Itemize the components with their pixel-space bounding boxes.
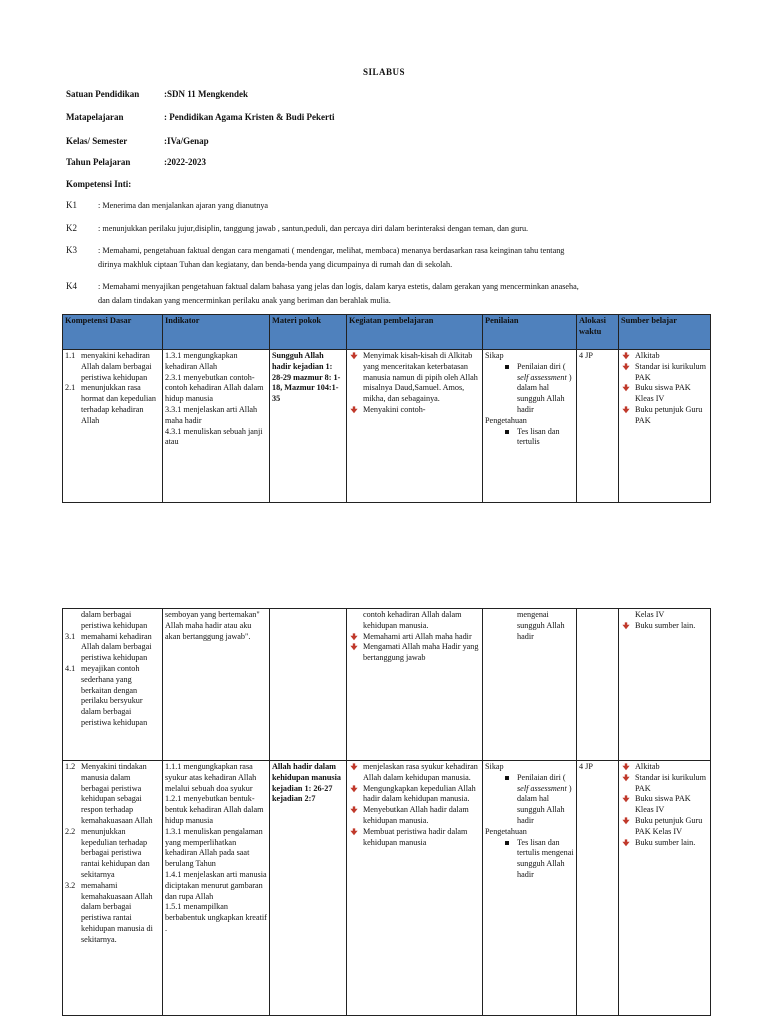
- list-item: [621, 383, 708, 405]
- arrow-bullet-icon: [350, 352, 358, 360]
- list-item-text: Alkitab: [635, 762, 660, 771]
- kd-text: menunjukkan kepedulian terhadap berbagai peristiwa rantai kehidupan dan sekitarnya: [81, 826, 150, 879]
- table-header-cell: Indikator: [163, 315, 270, 350]
- kd-cell: [63, 350, 163, 503]
- list-item-text: Buku siswa PAK Kleas IV: [635, 383, 691, 404]
- kegiatan-cell: [347, 350, 483, 503]
- info-row: [66, 89, 248, 99]
- kompetensi-inti-title: Kompetensi Inti:: [66, 179, 132, 189]
- info-row: [66, 112, 335, 122]
- list-item: [349, 642, 480, 664]
- indikator-line: 1.3.1 menuliskan pengalaman yang memperlihatkan kehadiran Allah pada saat berulang Tahun: [165, 826, 263, 869]
- indikator-cell: [163, 761, 270, 1016]
- penilaian-pengetahuan-list: [485, 427, 574, 449]
- penilaian-text-italic: self assessment: [517, 372, 567, 382]
- list-item-text: Buku sumber lain.: [635, 620, 696, 630]
- list-item: [349, 827, 480, 849]
- arrow-bullet-icon: [622, 406, 630, 414]
- ki-code: K2: [66, 223, 77, 233]
- list-item: [485, 427, 574, 449]
- list-item: [485, 362, 574, 416]
- list-item-text: Menyebutkan Allah hadir dalam kehidupan manusia.: [363, 805, 469, 825]
- indikator-line: 1.2.1 menyebutkan bentuk-bentuk kehadiran Allah dalam hidup manusia: [165, 794, 264, 825]
- kd-item: [65, 351, 160, 383]
- list-item: [621, 816, 708, 838]
- table-header-cell: Penilaian: [483, 315, 577, 350]
- list-item-text: Buku petunjuk Guru PAK: [635, 404, 703, 425]
- ki-code: K3: [66, 245, 77, 255]
- info-label: Kelas/ Semester: [66, 136, 128, 146]
- list-item-text: Mengamati Allah maha Hadir yang bertanggung jawab: [363, 642, 479, 663]
- list-item: [621, 362, 708, 384]
- list-item: [621, 773, 708, 795]
- list-item: [349, 805, 480, 827]
- square-bullet-icon: [505, 365, 509, 369]
- list-item-text: Alkitab: [635, 351, 660, 360]
- alokasi-cell: 4 JP: [577, 761, 619, 1016]
- alokasi-cell: 4 JP: [577, 350, 619, 503]
- kd-text: memahami kemahakuasaan Allah dalam berbagai peristiwa rantai kehidupan manusia di sekitarnya.: [81, 880, 153, 944]
- arrow-bullet-icon: [622, 795, 630, 803]
- indikator-line: 3.3.1 menjelaskan arti Allah maha hadir: [165, 404, 258, 425]
- list-item: [621, 405, 708, 427]
- kd-number: 3.2: [65, 880, 76, 890]
- ki-row: [66, 280, 706, 307]
- penilaian-sikap-label: Sikap: [485, 762, 504, 771]
- ki-text: : Memahami, pengetahuan faktual dengan cara mengamati ( mendengar, melihat, membaca) menanya berdasarkan rasa keinginan tahu tentang: [98, 246, 565, 255]
- ki-text: : Menerima dan menjalankan ajaran yang dianutnya: [98, 201, 269, 210]
- kegiatan-continued-text: contoh kehadiran Allah dalam kehidupan manusia.: [363, 610, 462, 630]
- list-item: [485, 773, 574, 827]
- penilaian-pengetahuan-label: Pengetahuan: [485, 415, 527, 425]
- list-item: [349, 632, 480, 643]
- sumber-cell: [619, 609, 711, 761]
- penilaian-cell: [483, 350, 577, 503]
- arrow-bullet-icon: [350, 828, 358, 836]
- penilaian-pengetahuan-label: Pengetahuan: [485, 826, 527, 836]
- arrow-bullet-icon: [350, 806, 358, 814]
- indikator-line: 1.4.1 menjelaskan arti manusia diciptakan menurut gambaran dan rupa Allah: [165, 869, 267, 901]
- list-item: [621, 351, 708, 362]
- ki-row: [66, 222, 706, 236]
- list-item: [349, 784, 480, 806]
- kd-text: meyajikan contoh sederhana yang berkaitan dengan perilaku bersyukur dalam berbagai peristiwa kehidupan: [81, 663, 148, 727]
- ki-row: [66, 244, 706, 271]
- list-item-text: Buku sumber lain.: [635, 837, 696, 847]
- ki-row: [66, 199, 706, 213]
- penilaian-text: Penilaian diri (: [517, 772, 566, 782]
- kd-number: 3.1: [65, 631, 76, 641]
- indikator-line: 1.1.1 mengungkapkan rasa syukur atas kehadiran Allah melalui sebuah doa syukur: [165, 762, 257, 793]
- page-title: SILABUS: [362, 67, 406, 77]
- arrow-bullet-icon: [622, 622, 630, 630]
- penilaian-text: ) dalam hal sungguh Allah hadir: [517, 372, 572, 414]
- arrow-bullet-icon: [622, 352, 630, 360]
- ki-text: : menunjukkan perilaku jujur,disiplin, tanggung jawab , santun,peduli, dan percaya diri dalam berinteraksi dengan teman, dan guru.: [98, 224, 529, 233]
- ki-text-continued: dirinya makhluk ciptaan Tuhan dan kegiatany, dan benda-benda yang dicumpainya di rumah dan di sekolah.: [98, 259, 453, 269]
- list-item-text: Standar isi kurikulum PAK: [635, 772, 706, 793]
- alokasi-cell: [577, 609, 619, 761]
- list-item: [485, 838, 574, 881]
- arrow-bullet-icon: [622, 839, 630, 847]
- kd-text: menunjukkan rasa hormat dan kepedulian terhadap kehadiran Allah: [81, 383, 157, 425]
- kd-continued-text: dalam berbagai peristiwa kehidupan: [81, 610, 148, 630]
- kd-text: memahami kehadiran Allah dalam berbagai peristiwa kehidupan: [81, 631, 152, 663]
- kd-text: menyakini kehadiran Allah dalam berbagai peristiwa kehidupan: [81, 351, 152, 382]
- penilaian-cell: [483, 609, 577, 761]
- info-label: Matapelajaran: [66, 112, 124, 122]
- info-value: :2022-2023: [164, 157, 206, 167]
- materi-cell: [270, 609, 347, 761]
- kd-number: 1.2: [65, 762, 76, 771]
- square-bullet-icon: [505, 430, 509, 434]
- kd-item: [65, 827, 160, 881]
- table-header-cell: Kompetensi Dasar: [63, 315, 163, 350]
- penilaian-pengetahuan-list: [485, 838, 574, 881]
- ki-text-continued: dan dalam tindakan yang mencerminkan perilaku anak yang beriman dan berahlak mulia.: [98, 295, 391, 305]
- kd-item: [65, 383, 160, 426]
- list-item: [621, 762, 708, 773]
- arrow-bullet-icon: [622, 384, 630, 392]
- list-item: [621, 838, 708, 849]
- ki-code: K1: [66, 200, 77, 210]
- arrow-bullet-icon: [622, 817, 630, 825]
- indikator-line: 1.3.1 mengungkapkan kehadiran Allah: [165, 351, 238, 371]
- penilaian-sikap-label: Sikap: [485, 351, 504, 360]
- list-item: [349, 351, 480, 405]
- list-item-text: Standar isi kurikulum PAK: [635, 361, 706, 382]
- kd-item: [65, 632, 160, 664]
- silabus-table-part2: [62, 608, 711, 1016]
- arrow-bullet-icon: [622, 363, 630, 371]
- info-label: Satuan Pendidikan: [66, 89, 140, 99]
- info-label: Tahun Pelajaran: [66, 157, 131, 167]
- indikator-line: 4.3.1 menuliskan sebuah janji atau: [165, 426, 263, 447]
- list-item: [349, 762, 480, 784]
- table-header-row: [63, 315, 711, 350]
- ki-text: : Memahami menyajikan pengetahuan faktual dalam bahasa yang jelas dan logis, dalam karya estetis, dalam gerakan yang mencerminkan anaseha,: [98, 282, 579, 291]
- penilaian-text: Tes lisan dan tertulis: [517, 426, 560, 447]
- list-item-text: Buku petunjuk Guru PAK Kelas IV: [635, 815, 703, 836]
- kd-number: 1.1: [65, 351, 76, 360]
- silabus-table-part1: [62, 314, 711, 503]
- penilaian-text: Tes lisan dan tertulis mengenai sungguh Allah hadir: [517, 837, 574, 879]
- materi-cell: Allah hadir dalam kehidupan manusia kejadian 1: 26-27 kejadian 2:7: [270, 761, 347, 1016]
- penilaian-continued-text: mengenai sungguh Allah hadir: [517, 610, 565, 641]
- table-header-cell: Kegiatan pembelajaran: [347, 315, 483, 350]
- info-value: :SDN 11 Mengkendek: [164, 89, 249, 99]
- info-value: :IVa/Genap: [164, 136, 209, 146]
- indikator-line: 1.5.1 menampilkan berbabentuk ungkapkan kreatif .: [165, 902, 267, 933]
- indikator-line: 2.3.1 menyebutkan contoh-contoh kehadiran Allah dalam hidup manusia: [165, 372, 264, 404]
- arrow-bullet-icon: [350, 406, 358, 414]
- list-item-text: Mengungkapkan kepedulian Allah hadir dalam kehidupan manusia.: [363, 783, 476, 804]
- kd-number: 2.1: [65, 383, 76, 393]
- list-item-text: Menyimak kisah-kisah di Alkitab yang menceritakan keterbatasan manusia namun di pipih oleh Allah misalnya Daud,Samuel. Amos, mikha, dan sebagainya.: [363, 351, 478, 404]
- kegiatan-cell: [347, 761, 483, 1016]
- arrow-bullet-icon: [350, 763, 358, 771]
- table-header-cell: Materi pokok: [270, 315, 347, 350]
- penilaian-sikap-list: [485, 773, 574, 827]
- list-item: [621, 621, 708, 632]
- info-row: [66, 157, 206, 167]
- table-header-cell: Alokasi waktu: [577, 315, 619, 350]
- arrow-bullet-icon: [622, 763, 630, 771]
- list-item-text: menjelaskan rasa syukur kehadiran Allah dalam kehidupan manusia.: [363, 762, 478, 782]
- kd-item: [65, 664, 160, 729]
- list-item: [621, 794, 708, 816]
- list-item: [349, 405, 480, 416]
- kd-number: 2.2: [65, 826, 76, 836]
- list-item-text: Buku siswa PAK Kleas IV: [635, 794, 691, 815]
- kd-number: 4.1: [65, 663, 76, 673]
- kegiatan-cell: [347, 609, 483, 761]
- arrow-bullet-icon: [350, 633, 358, 641]
- list-item-text: Memahami arti Allah maha hadir: [363, 631, 472, 641]
- sumber-cell: [619, 761, 711, 1016]
- sumber-continued-text: Kelas IV: [635, 610, 665, 619]
- kd-cell: [63, 609, 163, 761]
- list-item-text: Menyakini contoh-: [363, 404, 426, 414]
- penilaian-text-italic: self assessment: [517, 783, 567, 793]
- penilaian-text: ) dalam hal sungguh Allah hadir: [517, 783, 572, 825]
- table-row: [63, 609, 711, 761]
- penilaian-cell: [483, 761, 577, 1016]
- info-row: [66, 136, 209, 146]
- kd-cell: [63, 761, 163, 1016]
- penilaian-text: Penilaian diri (: [517, 361, 566, 371]
- penilaian-sikap-list: [485, 362, 574, 416]
- arrow-bullet-icon: [350, 643, 358, 651]
- ki-code: K4: [66, 281, 77, 291]
- indikator-cell: [163, 350, 270, 503]
- sumber-cell: [619, 350, 711, 503]
- list-item-text: Membuat peristiwa hadir dalam kehidupan manusia: [363, 826, 468, 847]
- indikator-cell: semboyan yang bertemakan" Allah maha hadir atau aku akan bertanggung jawab".: [163, 609, 270, 761]
- square-bullet-icon: [505, 841, 509, 845]
- table-row: [63, 761, 711, 1016]
- kd-item: [65, 881, 160, 946]
- materi-cell: Sungguh Allah hadir kejadian 1: 28-29 mazmur 8: 1-18, Mazmur 104:1-35: [270, 350, 347, 503]
- info-value: : Pendidikan Agama Kristen & Budi Pekerti: [164, 112, 335, 122]
- table-header-cell: Sumber belajar: [619, 315, 711, 350]
- arrow-bullet-icon: [350, 785, 358, 793]
- kd-text: Menyakini tindakan manusia dalam berbagai peristiwa kehidupan sebagai respon terhadap kemahakuasaan Allah: [81, 762, 153, 825]
- arrow-bullet-icon: [622, 774, 630, 782]
- square-bullet-icon: [505, 776, 509, 780]
- table-row: [63, 350, 711, 503]
- kd-item: [65, 762, 160, 827]
